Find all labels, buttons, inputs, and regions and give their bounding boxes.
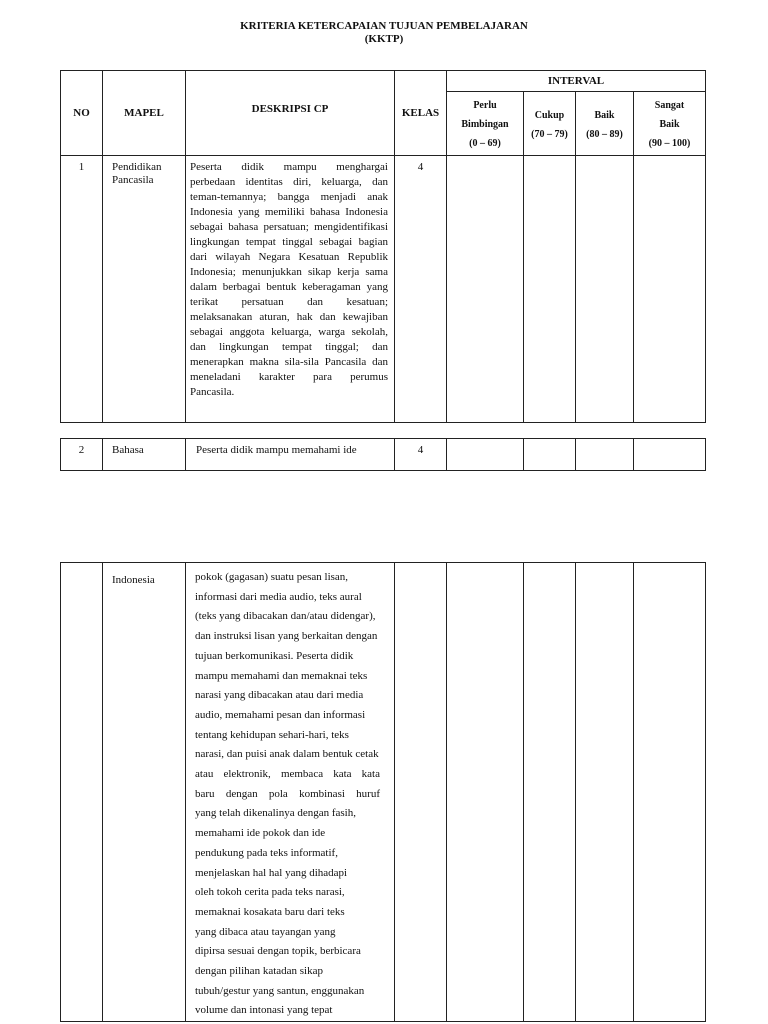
- row2c-kelas: [395, 563, 447, 1022]
- desc2-line: memahami ide pokok dan ide: [195, 827, 326, 840]
- title-line-2: (KKTP): [364, 33, 404, 45]
- table-row-1: [61, 156, 706, 423]
- perlu-label-2: Bimbingan: [461, 119, 509, 130]
- header-no: NO: [61, 71, 103, 156]
- header-cukup: [524, 92, 576, 156]
- header-sangat-baik: [634, 92, 706, 156]
- row1-perlu-cell: [447, 156, 524, 423]
- row1-no: 1: [61, 156, 103, 423]
- desc1-line: sebagai bahasa persatuan; mengidentifikasi: [190, 221, 388, 233]
- desc2-line: yang telah dikenalinya dengan fasih,: [195, 807, 356, 820]
- desc1-line: dari wilayah Negara Kesatuan Republik: [190, 251, 388, 263]
- row2c-cukup-cell: [524, 563, 576, 1022]
- row2c-perlu-cell: [447, 563, 524, 1022]
- desc1-line: menerapkan makna sila-sila Pancasila dan: [190, 356, 388, 368]
- table-row-2: [61, 439, 706, 471]
- row2-baik-cell: [576, 439, 634, 471]
- row1-kelas: 4: [395, 156, 447, 423]
- row2c-description: [186, 563, 395, 1022]
- desc2-line: menjelaskan hal hal yang dihadapi: [195, 866, 348, 879]
- desc1-line: teman-temannya; bangga menjadi anak: [190, 191, 388, 203]
- desc1-line: melaksanakan aturan, hak dan kewajiban: [190, 311, 388, 323]
- desc2-line: dengan pilihan katadan sikap: [195, 965, 323, 978]
- desc1-line: terikat persatuan dan kesatuan;: [190, 296, 388, 308]
- sangat-label-2: Baik: [659, 119, 680, 130]
- desc2-line: pendukung pada teks informatif,: [195, 846, 338, 859]
- table-row-2-continued: [61, 563, 706, 1022]
- perlu-range: (0 – 69): [469, 138, 501, 149]
- row2c-sangat-cell: [634, 563, 706, 1022]
- desc1-line: perbedaan identitas diri, keluarga, dan: [190, 176, 388, 188]
- row2-perlu-cell: [447, 439, 524, 471]
- desc1-line: meneladani karakter para perumus: [190, 371, 388, 383]
- desc1-line: lingkungan tempat tinggal sebagai bagian: [190, 236, 388, 248]
- row2-kelas: 4: [395, 439, 447, 471]
- desc1-line: dan lingkungan tempat tinggal; dan: [190, 341, 388, 353]
- desc1-line: Peserta didik mampu menghargai: [190, 161, 388, 173]
- sangat-label-1: Sangat: [654, 100, 685, 111]
- header-mapel: MAPEL: [103, 71, 186, 156]
- desc2-line: baru dengan pola kombinasi huruf: [195, 787, 380, 800]
- header-deskripsi: DESKRIPSI CP: [186, 71, 395, 156]
- desc1-line: Pancasila.: [190, 386, 235, 398]
- perlu-label-1: Perlu: [473, 100, 497, 111]
- desc2-line: dipirsa sesuai dengan topik, berbicara: [195, 945, 361, 958]
- desc2-line: tujuan berkomunikasi. Peserta didik: [195, 649, 354, 662]
- row2c-mapel: Indonesia: [103, 563, 186, 1022]
- row1-cukup-cell: [524, 156, 576, 423]
- kktp-table-row2-continued: [60, 562, 706, 1022]
- row1-mapel-line2: Pancasila: [112, 174, 154, 186]
- desc2-line: pokok (gagasan) suatu pesan lisan,: [195, 571, 349, 583]
- desc2-line: tubuh/gestur yang santun, enggunakan: [195, 984, 365, 997]
- desc1-line: Indonesia yang memiliki bahasa Indonesia: [190, 206, 388, 218]
- desc2-line: dan instruksi lisan yang berkaitan dengan: [195, 630, 378, 643]
- desc2-line: audio, memahami pesan dan informasi: [195, 708, 366, 721]
- row2-cukup-cell: [524, 439, 576, 471]
- desc1-line: sebagai anggota keluarga, warga sekolah,: [190, 326, 388, 338]
- desc1-line: dalam berbagai bentuk keberagaman yang: [190, 281, 388, 293]
- desc2-line: oleh tokoh cerita pada teks narasi,: [195, 886, 345, 899]
- row1-mapel: [103, 156, 186, 423]
- row2-sangat-cell: [634, 439, 706, 471]
- row2-no: 2: [61, 439, 103, 471]
- row1-sangat-cell: [634, 156, 706, 423]
- row2-mapel: Bahasa: [103, 439, 186, 471]
- desc2-line: mampu memahami dan memaknai teks: [195, 669, 368, 682]
- row1-description: [186, 156, 395, 423]
- desc2-line: memaknai kosakata baru dari teks: [195, 905, 345, 918]
- desc2-line: informasi dari media audio, teks aural: [195, 590, 362, 603]
- row2c-no: [61, 563, 103, 1022]
- desc2-line: tentang kehidupan sehari-hari, teks: [195, 728, 349, 741]
- header-kelas: KELAS: [395, 71, 447, 156]
- header-interval: INTERVAL: [447, 71, 706, 92]
- row1-baik-cell: [576, 156, 634, 423]
- kktp-table-main: [60, 70, 706, 423]
- sangat-range: (90 – 100): [648, 138, 691, 149]
- desc2-line: volume dan intonasi yang tepat: [195, 1004, 333, 1017]
- row2c-baik-cell: [576, 563, 634, 1022]
- document-title: [0, 20, 768, 46]
- cukup-label: Cukup: [534, 109, 565, 121]
- baik-range: (80 – 89): [586, 128, 623, 140]
- header-baik: [576, 92, 634, 156]
- desc2-line: narasi, dan puisi anak dalam bentuk cetak: [195, 748, 379, 761]
- title-line-1: KRITERIA KETERCAPAIAN TUJUAN PEMBELAJARAN: [240, 20, 528, 32]
- row2-description: Peserta didik mampu memahami ide: [186, 439, 395, 471]
- header-perlu-bimbingan: [447, 92, 524, 156]
- desc1-line: Indonesia; menunjukkan sikap kerja sama: [190, 266, 388, 278]
- desc2-line: yang dibaca atau tayangan yang: [195, 925, 336, 938]
- desc2-line: narasi yang dibacakan atau dari media: [195, 689, 364, 702]
- cukup-range: (70 – 79): [531, 128, 568, 140]
- desc2-line: (teks yang dibacakan dan/atau didengar),: [195, 610, 376, 623]
- baik-label: Baik: [594, 109, 615, 121]
- kktp-table-row2: [60, 438, 706, 471]
- desc2-line: atau elektronik, membaca kata kata: [195, 768, 380, 781]
- row1-mapel-line1: Pendidikan: [112, 161, 162, 173]
